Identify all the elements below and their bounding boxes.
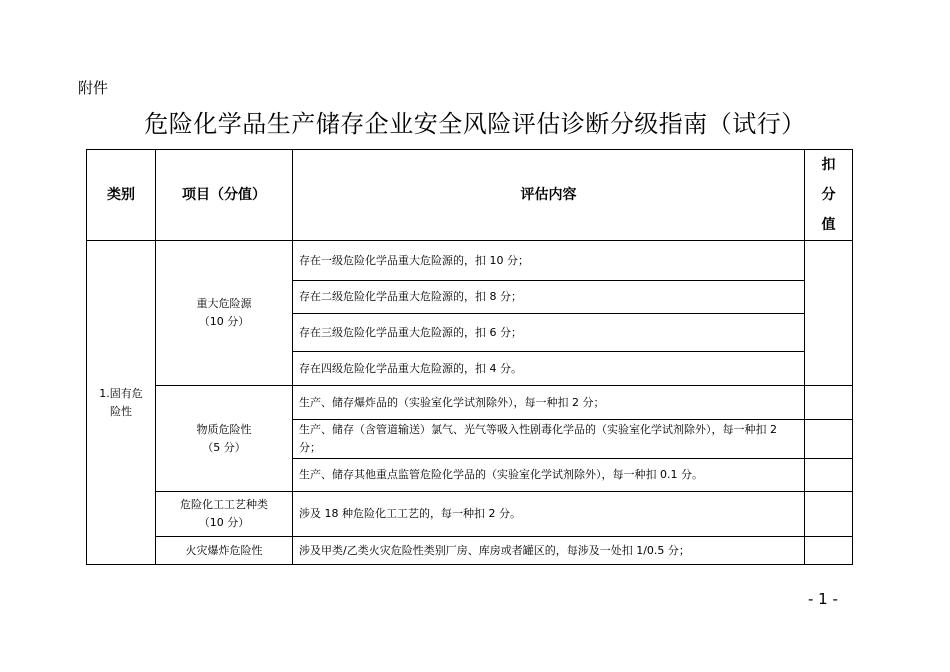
deduction-cell bbox=[805, 386, 853, 420]
item-cell bbox=[156, 386, 293, 492]
deduction-cell bbox=[805, 492, 853, 537]
category-label: 1.固有危险性 bbox=[99, 386, 143, 418]
item-score: （10 分） bbox=[198, 516, 250, 529]
content-cell: 存在二级危险化学品重大危险源的，扣 8 分； bbox=[293, 281, 805, 314]
deduction-cell bbox=[805, 459, 853, 492]
item-cell bbox=[156, 492, 293, 537]
table-row bbox=[87, 537, 853, 565]
header-deduction: 扣分值 bbox=[805, 150, 853, 241]
item-score: （10 分） bbox=[198, 315, 250, 328]
content-cell: 生产、储存（含管道输送）氯气、光气等吸入性剧毒化学品的（实验室化学试剂除外），每一种扣 2 分； bbox=[293, 420, 805, 459]
item-cell bbox=[156, 241, 293, 386]
item-name: 物质危险性 bbox=[196, 422, 252, 436]
assessment-table bbox=[86, 149, 853, 565]
content-cell: 生产、储存其他重点监管危险化学品的（实验室化学试剂除外），每一种扣 0.1 分。 bbox=[293, 459, 805, 492]
deduction-cell bbox=[805, 241, 853, 386]
item-name: 火灾爆炸危险性 bbox=[185, 543, 263, 557]
table-row bbox=[87, 241, 853, 281]
content-cell: 存在四级危险化学品重大危险源的，扣 4 分。 bbox=[293, 352, 805, 386]
deduction-cell bbox=[805, 420, 853, 459]
header-category: 类别 bbox=[87, 150, 156, 241]
category-cell bbox=[87, 241, 156, 565]
content-cell: 存在三级危险化学品重大危险源的，扣 6 分； bbox=[293, 314, 805, 352]
content-cell: 生产、储存爆炸品的（实验室化学试剂除外），每一种扣 2 分； bbox=[293, 386, 805, 420]
content-cell: 存在一级危险化学品重大危险源的，扣 10 分； bbox=[293, 241, 805, 281]
content-cell: 涉及 18 种危险化工工艺的，每一种扣 2 分。 bbox=[293, 492, 805, 537]
item-name: 重大危险源 bbox=[196, 297, 252, 311]
header-assessment-content: 评估内容 bbox=[293, 150, 805, 241]
item-score: （5 分） bbox=[202, 440, 246, 454]
item-name: 危险化工工艺种类 bbox=[180, 498, 268, 512]
header-item-score: 项目（分值） bbox=[156, 150, 293, 241]
page-number: - 1 - bbox=[808, 590, 838, 608]
attachment-label: 附件 bbox=[78, 79, 109, 97]
table-row bbox=[87, 386, 853, 420]
deduction-cell bbox=[805, 537, 853, 565]
table-row bbox=[87, 492, 853, 537]
content-cell: 涉及甲类/乙类火灾危险性类别厂房、库房或者罐区的，每涉及一处扣 1/0.5 分； bbox=[293, 537, 805, 565]
item-cell bbox=[156, 537, 293, 565]
document-title: 危险化学品生产储存企业安全风险评估诊断分级指南（试行） bbox=[144, 110, 806, 138]
table-header-row bbox=[87, 150, 853, 241]
